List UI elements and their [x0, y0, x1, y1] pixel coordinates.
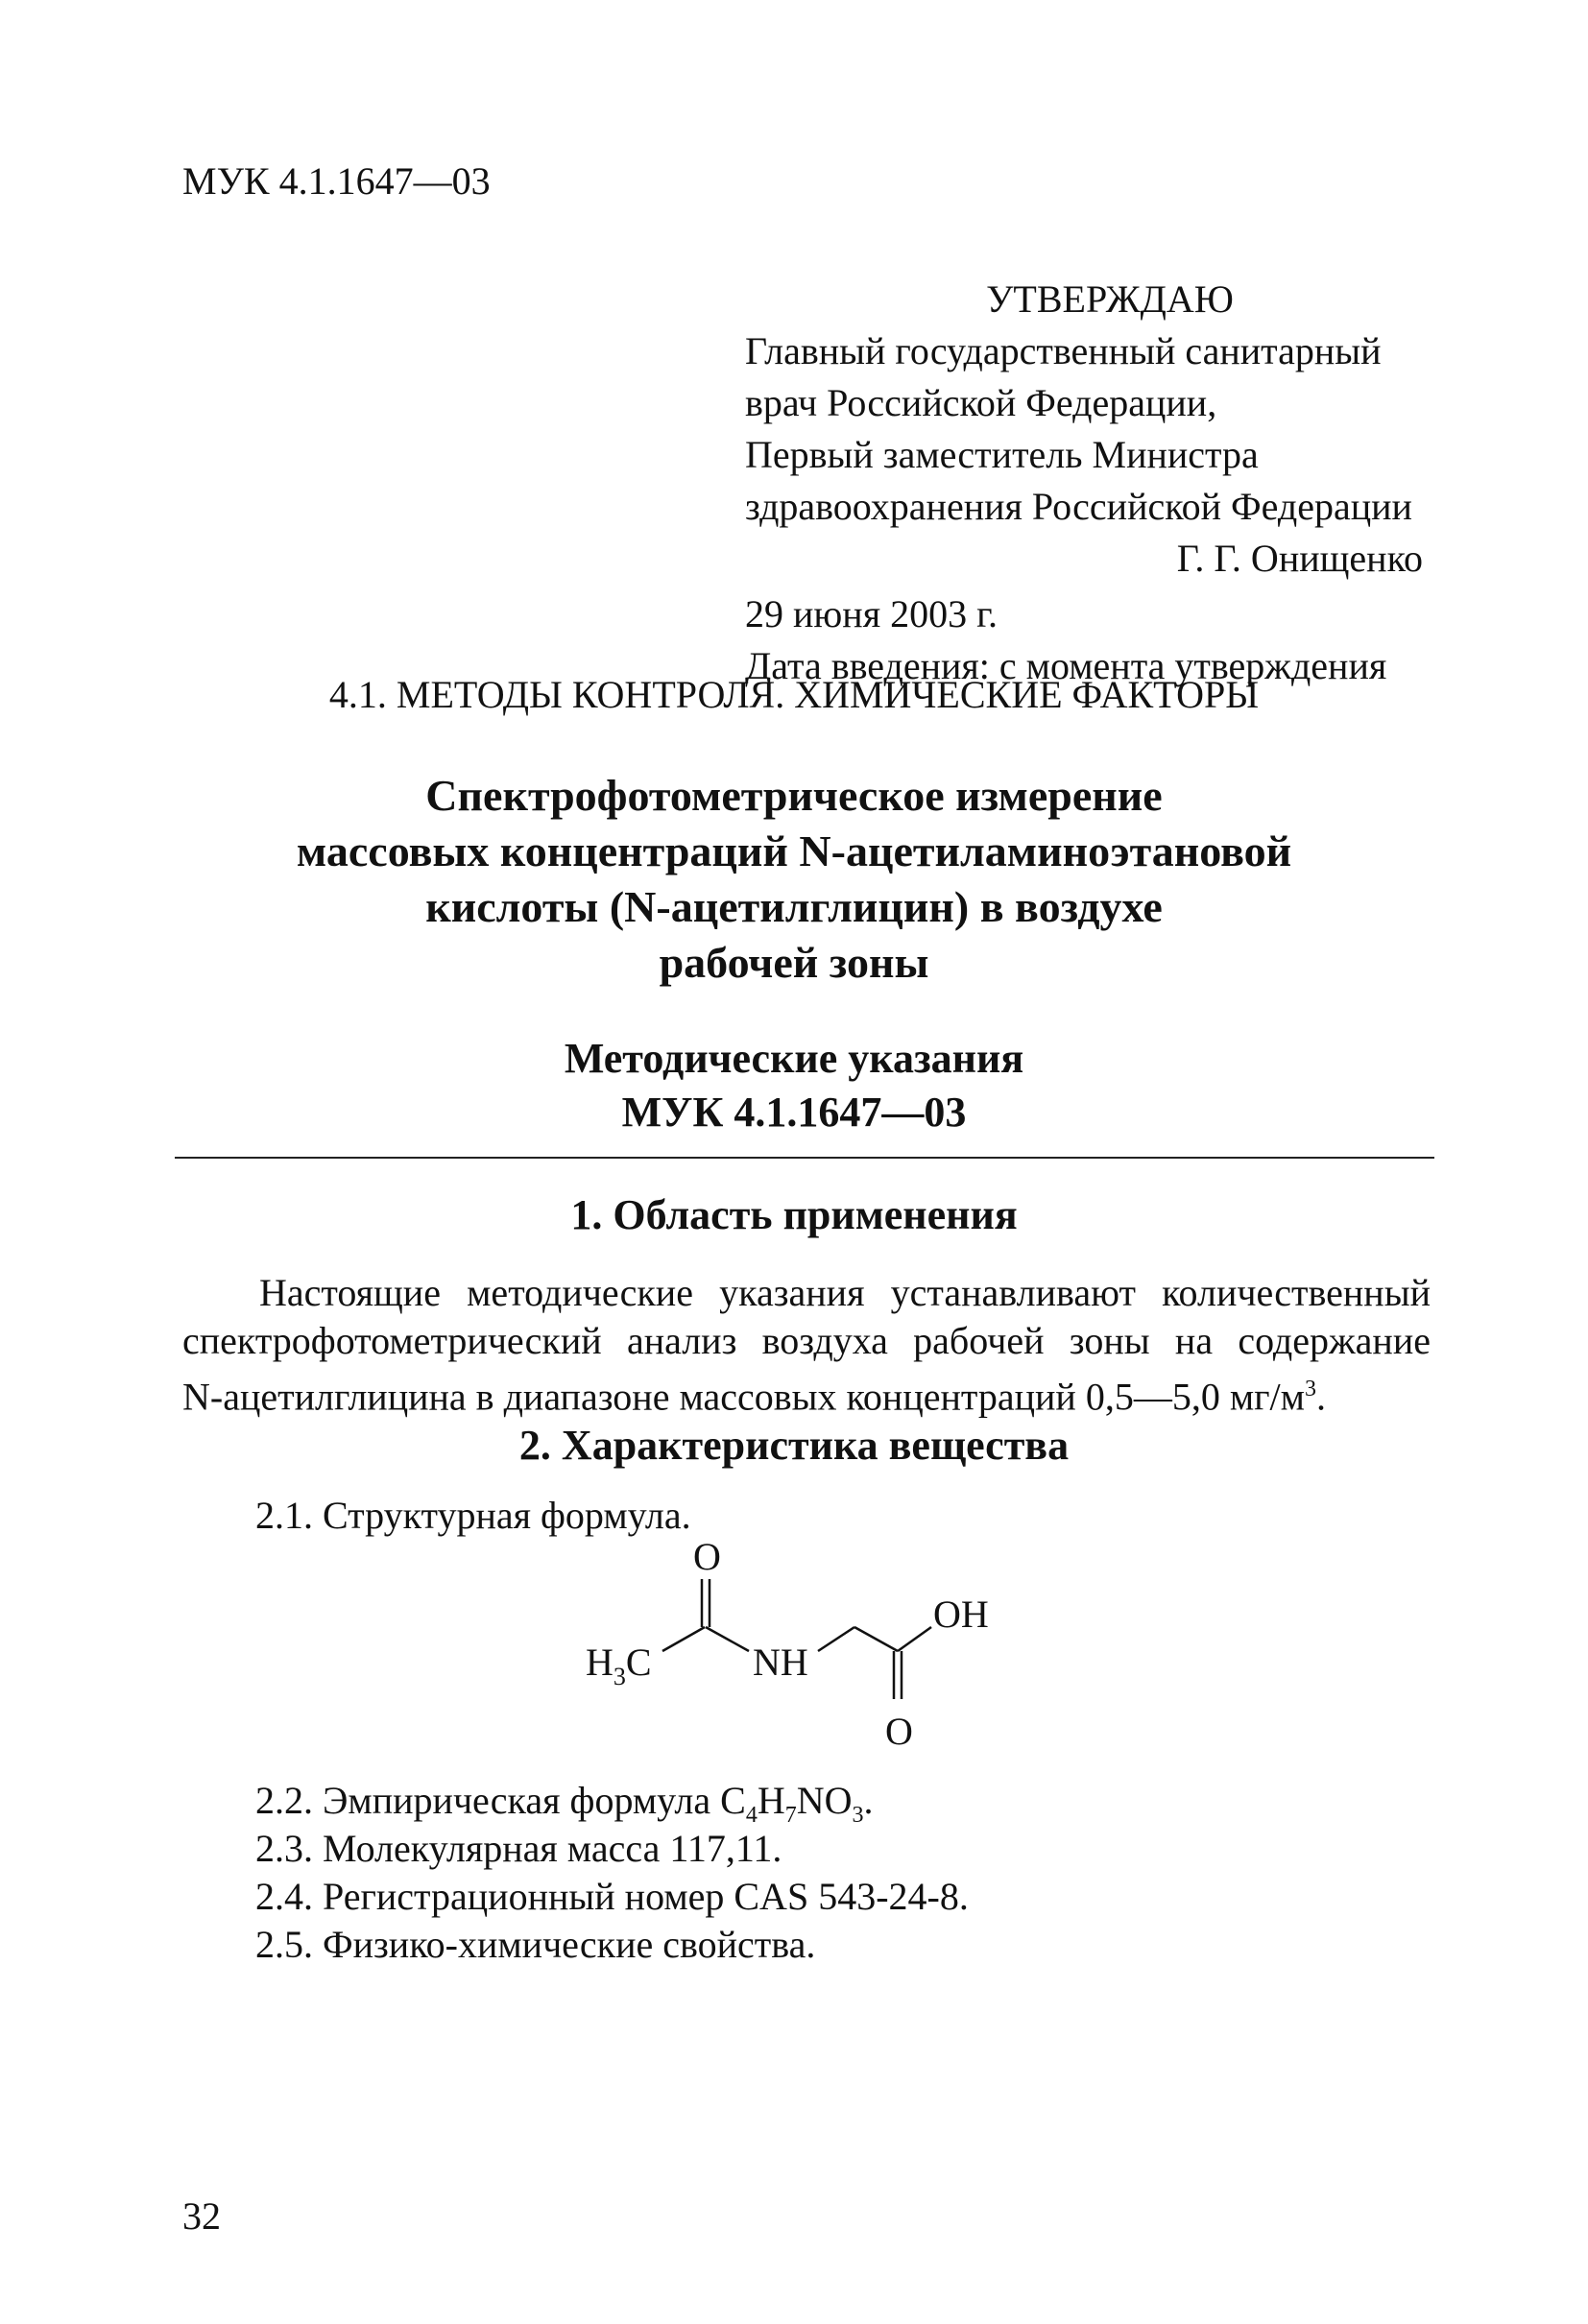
nh-label: NH: [753, 1641, 808, 1684]
horizontal-rule: [175, 1157, 1434, 1159]
item-2-1: 2.1. Структурная формула.: [255, 1494, 691, 1537]
formula-c: C: [720, 1779, 746, 1822]
paragraph-end: .: [1315, 1375, 1326, 1419]
formula-no: NO: [796, 1779, 853, 1822]
oxygen-bottom-label: O: [885, 1710, 913, 1753]
approval-date: 29 июня 2003 г.: [745, 592, 998, 635]
document-subtitle: [0, 1032, 1588, 1139]
item-2-5: 2.5. Физико-химические свойства.: [255, 1923, 816, 1966]
title-line: кислоты (N-ацетилглицин) в воздухе: [425, 882, 1163, 931]
approval-line: Первый заместитель Министра: [745, 433, 1259, 476]
document-code: МУК 4.1.1647—03: [182, 159, 491, 203]
methyl-label: [586, 1641, 652, 1690]
methyl-subscript: 3: [613, 1663, 626, 1690]
title-line: рабочей зоны: [659, 938, 929, 987]
formula-o-count: 3: [852, 1803, 864, 1828]
structural-formula: [518, 1531, 1018, 1761]
effective-date: Дата введения: с момента утверждения: [745, 644, 1387, 687]
approval-signatory: Г. Г. Онищенко: [1176, 537, 1423, 580]
title-line: массовых концентраций N-ацетиламиноэтановой: [296, 827, 1292, 875]
subtitle-line: МУК 4.1.1647—03: [621, 1089, 967, 1136]
formula-end: .: [863, 1779, 874, 1822]
approval-line: здравоохранения Российской Федерации: [745, 485, 1412, 528]
approval-title: УТВЕРЖДАЮ: [986, 277, 1234, 321]
item-2-2-text: 2.2. Эмпирическая формула: [255, 1779, 721, 1822]
paragraph-line: Настоящие методические указания устанавливают количественный: [259, 1271, 1431, 1314]
item-2-4: 2.4. Регистрационный номер CAS 543-24-8.: [255, 1875, 969, 1918]
document-title: [0, 768, 1588, 991]
item-2-3: 2.3. Молекулярная масса 117,11.: [255, 1827, 782, 1870]
title-line: Спектрофотометрическое измерение: [425, 771, 1163, 820]
oh-label: OH: [933, 1593, 989, 1636]
paragraph-line-text: N-ацетилглицина в диапазоне массовых концентраций 0,5—5,0 мг/м: [182, 1375, 1305, 1419]
paragraph-line: спектрофотометрический анализ воздуха рабочей зоны на содержание: [182, 1319, 1431, 1362]
approval-block: [745, 274, 1436, 692]
formula-h-count: 7: [784, 1803, 797, 1828]
page-number: 32: [182, 2194, 221, 2238]
formula-h: H: [757, 1779, 785, 1822]
section-1-heading: 1. Область применения: [570, 1191, 1018, 1238]
oxygen-top-label: O: [693, 1535, 721, 1578]
subtitle-line: Методические указания: [564, 1035, 1024, 1082]
approval-line: Главный государственный санитарный: [745, 329, 1382, 372]
unit-exponent: 3: [1304, 1377, 1316, 1402]
item-2-2: [255, 1778, 873, 1829]
section-heading: 4.1. МЕТОДЫ КОНТРОЛЯ. ХИМИЧЕСКИЕ ФАКТОРЫ: [328, 673, 1260, 716]
formula-c-count: 4: [745, 1803, 758, 1828]
paragraph-line: [182, 1365, 1431, 1421]
methyl-h: H: [586, 1641, 614, 1684]
section-2-heading: 2. Характеристика вещества: [518, 1422, 1070, 1469]
section-1-paragraph: [182, 1269, 1431, 1421]
methyl-c: C: [625, 1641, 652, 1684]
approval-line: врач Российской Федерации,: [745, 381, 1217, 424]
